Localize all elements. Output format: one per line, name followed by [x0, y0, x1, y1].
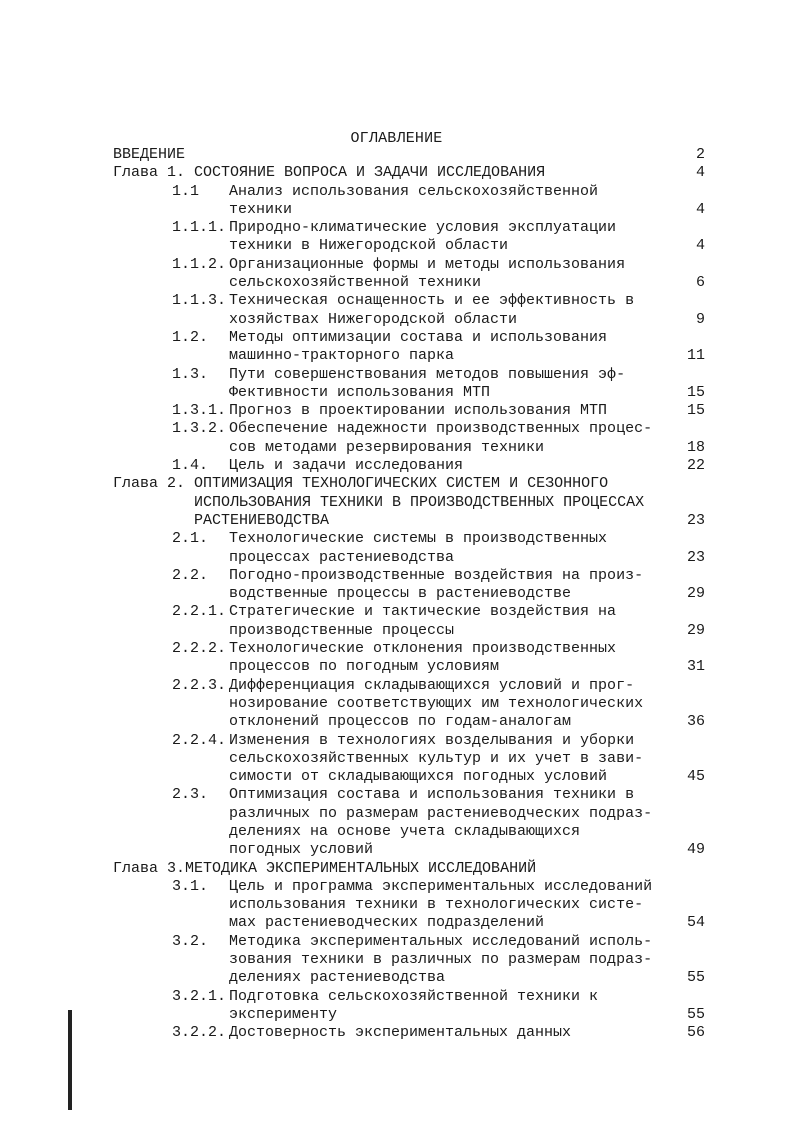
toc-page-number: 18	[686, 438, 705, 456]
toc-entry-row	[0, 402, 793, 420]
toc-section-entry	[0, 732, 793, 787]
toc-entry-text: Технологические системы в производственных	[229, 530, 608, 548]
toc-page-number: 36	[686, 713, 705, 731]
toc-entry-text: симости от складывающихся погодных условий	[229, 768, 608, 786]
toc-entry-row	[0, 567, 793, 585]
toc-entry-row	[0, 256, 793, 274]
toc-entry-row	[0, 786, 793, 804]
toc-entry-text: Погодно-производственные воздействия на произ-	[229, 566, 644, 584]
toc-entry-row	[0, 860, 793, 878]
toc-section-number: 3.1.	[172, 877, 209, 895]
toc-page-number: 56	[686, 1024, 705, 1042]
toc-section-number: 1.1.3.	[172, 292, 227, 310]
toc-page-number: 4	[695, 164, 705, 182]
toc-entry-row	[0, 183, 793, 201]
toc-page-number: 29	[686, 585, 705, 603]
toc-entry-row	[0, 549, 793, 567]
toc-section-number: 1.1	[172, 182, 200, 200]
toc-chapter-entry	[0, 146, 793, 164]
toc-section-entry	[0, 292, 793, 329]
toc-entry-text: Прогноз в проектировании использования МТП	[229, 402, 608, 420]
toc-entry-row	[0, 823, 793, 841]
toc-section-entry	[0, 640, 793, 677]
toc-section-number: 1.1.1.	[172, 219, 227, 237]
toc-entry-row	[0, 988, 793, 1006]
toc-entry-text: Организационные формы и методы использования	[229, 255, 626, 273]
toc-section-number: 1.4.	[172, 457, 209, 475]
toc-section-number: 1.3.	[172, 365, 209, 383]
table-of-contents	[0, 146, 793, 1043]
toc-section-entry	[0, 878, 793, 933]
toc-entry-row	[0, 914, 793, 932]
toc-section-entry	[0, 457, 793, 475]
toc-entry-text: Глава 2. ОПТИМИЗАЦИЯ ТЕХНОЛОГИЧЕСКИХ СИСТЕМ И СЕЗОННОГО	[113, 475, 609, 493]
toc-page-number: 29	[686, 621, 705, 639]
toc-entry-text: нозирование соответствующих им технологических	[229, 694, 644, 712]
toc-section-number: 1.3.2.	[172, 420, 227, 438]
toc-entry-text: делениях на основе учета складывающихся	[229, 822, 581, 840]
toc-entry-text: Цель и программа экспериментальных исследований	[229, 877, 653, 895]
toc-entry-row	[0, 439, 793, 457]
toc-entry-text: производственные процессы	[229, 621, 455, 639]
toc-section-number: 2.2.1.	[172, 603, 227, 621]
toc-entry-text: различных по размерам растениеводческих подраз-	[229, 804, 653, 822]
toc-entry-text: хозяйствах Нижегородской области	[229, 310, 518, 328]
toc-entry-text: процессах растениеводства	[229, 548, 455, 566]
toc-section-number: 2.2.2.	[172, 640, 227, 658]
toc-entry-text: техники в Нижегородской области	[229, 237, 509, 255]
toc-entry-row	[0, 457, 793, 475]
toc-entry-text: Дифференциация складывающихся условий и прог-	[229, 676, 635, 694]
toc-page-number: 15	[686, 402, 705, 420]
toc-entry-row	[0, 677, 793, 695]
toc-section-entry	[0, 420, 793, 457]
toc-section-entry	[0, 677, 793, 732]
toc-section-entry	[0, 933, 793, 988]
toc-entry-row	[0, 475, 793, 493]
toc-entry-row	[0, 329, 793, 347]
toc-entry-row	[0, 933, 793, 951]
toc-entry-text: использования техники в технологических систе-	[229, 896, 644, 914]
toc-entry-row	[0, 896, 793, 914]
toc-entry-row	[0, 1024, 793, 1042]
toc-page-number: 6	[695, 274, 705, 292]
toc-entry-text: Цель и задачи исследования	[229, 457, 464, 475]
toc-entry-row	[0, 146, 793, 164]
toc-entry-text: отклонений процессов по годам-аналогам	[229, 713, 572, 731]
toc-entry-text: делениях растениеводства	[229, 969, 446, 987]
toc-page-number: 55	[686, 1005, 705, 1023]
toc-entry-row	[0, 1006, 793, 1024]
toc-section-entry	[0, 530, 793, 567]
toc-entry-text: мах растениеводческих подразделений	[229, 914, 545, 932]
toc-entry-row	[0, 658, 793, 676]
toc-entry-row	[0, 292, 793, 310]
toc-entry-row	[0, 841, 793, 859]
toc-section-entry	[0, 219, 793, 256]
toc-entry-row	[0, 622, 793, 640]
toc-entry-text: Изменения в технологиях возделывания и уборки	[229, 731, 635, 749]
toc-page-number: 54	[686, 914, 705, 932]
toc-entry-text: сельскохозяйственных культур и их учет в зави-	[229, 749, 644, 767]
toc-page-number: 4	[695, 237, 705, 255]
toc-entry-row	[0, 384, 793, 402]
toc-entry-text: Обеспечение надежности производственных процес-	[229, 420, 653, 438]
toc-entry-row	[0, 420, 793, 438]
toc-page-number: 31	[686, 658, 705, 676]
toc-entry-text: Глава 1. СОСТОЯНИЕ ВОПРОСА И ЗАДАЧИ ИССЛЕДОВАНИЯ	[113, 164, 546, 182]
toc-page-number: 4	[695, 200, 705, 218]
toc-section-number: 2.3.	[172, 786, 209, 804]
toc-entry-row	[0, 768, 793, 786]
toc-page-number: 11	[686, 347, 705, 365]
toc-entry-text: Технологические отклонения производственных	[229, 640, 617, 658]
toc-section-number: 2.2.	[172, 566, 209, 584]
toc-page-number: 2	[695, 146, 705, 163]
toc-entry-row	[0, 366, 793, 384]
toc-page-number: 9	[695, 310, 705, 328]
toc-section-entry	[0, 183, 793, 220]
toc-entry-text: Методы оптимизации состава и использования	[229, 328, 608, 346]
toc-page-number: 23	[686, 511, 705, 529]
toc-section-number: 2.2.4.	[172, 731, 227, 749]
toc-entry-row	[0, 750, 793, 768]
toc-entry-row	[0, 585, 793, 603]
toc-section-entry	[0, 603, 793, 640]
toc-section-number: 3.2.1.	[172, 987, 227, 1005]
toc-entry-row	[0, 732, 793, 750]
toc-entry-text: Подготовка сельскохозяйственной техники к	[229, 987, 599, 1005]
toc-entry-row	[0, 494, 793, 512]
toc-section-number: 2.1.	[172, 530, 209, 548]
toc-entry-text: сельскохозяйственной техники	[229, 274, 482, 292]
toc-entry-row	[0, 969, 793, 987]
toc-entry-row	[0, 878, 793, 896]
toc-entry-row	[0, 695, 793, 713]
toc-entry-text: Глава 3.МЕТОДИКА ЭКСПЕРИМЕНТАЛЬНЫХ ИССЛЕДОВАНИЙ	[113, 859, 537, 877]
toc-entry-text: сов методами резервирования техники	[229, 438, 545, 456]
toc-entry-text: Достоверность экспериментальных данных	[229, 1024, 572, 1042]
toc-chapter-entry	[0, 475, 793, 530]
toc-section-number: 2.2.3.	[172, 676, 227, 694]
toc-page-number: 45	[686, 768, 705, 786]
toc-entry-text: Техническая оснащенность и ее эффективность в	[229, 292, 635, 310]
toc-entry-text: РАСТЕНИЕВОДСТВА	[113, 511, 330, 529]
toc-section-number: 1.3.1.	[172, 402, 227, 420]
toc-entry-text: Стратегические и тактические воздействия на	[229, 603, 617, 621]
toc-entry-row	[0, 219, 793, 237]
toc-entry-row	[0, 201, 793, 219]
toc-entry-text: Анализ использования сельскохозяйственной	[229, 182, 599, 200]
toc-entry-text: водственные процессы в растениеводстве	[229, 585, 572, 603]
toc-entry-row	[0, 512, 793, 530]
toc-section-number: 1.1.2.	[172, 255, 227, 273]
toc-entry-text: Оптимизация состава и использования техники в	[229, 786, 635, 804]
toc-page-number: 15	[686, 383, 705, 401]
toc-chapter-entry	[0, 860, 793, 878]
toc-section-entry	[0, 402, 793, 420]
toc-entry-text: погодных условий	[229, 841, 374, 859]
toc-section-number: 3.2.2.	[172, 1024, 227, 1042]
toc-entry-row	[0, 274, 793, 292]
toc-page-number: 22	[686, 457, 705, 475]
toc-section-entry	[0, 1024, 793, 1042]
toc-entry-row	[0, 347, 793, 365]
toc-entry-row	[0, 237, 793, 255]
toc-entry-text: зования техники в различных по размерам подраз-	[229, 951, 653, 969]
toc-section-entry	[0, 786, 793, 859]
toc-entry-row	[0, 603, 793, 621]
toc-page-number: 55	[686, 969, 705, 987]
toc-entry-row	[0, 311, 793, 329]
toc-section-entry	[0, 256, 793, 293]
toc-entry-text: машинно-тракторного парка	[229, 347, 455, 365]
toc-entry-text: техники	[229, 200, 293, 218]
toc-section-number: 3.2.	[172, 932, 209, 950]
toc-entry-text: Пути совершенствования методов повышения эф-	[229, 365, 626, 383]
toc-entry-text: процессов по погодным условиям	[229, 658, 500, 676]
toc-entry-text: ВВЕДЕНИЕ	[113, 146, 186, 163]
toc-entry-text: Методика экспериментальных исследований исполь-	[229, 932, 653, 950]
toc-entry-text: Фективности использования МТП	[229, 383, 491, 401]
toc-entry-row	[0, 640, 793, 658]
toc-entry-text: эксперименту	[229, 1005, 338, 1023]
toc-section-number: 1.2.	[172, 328, 209, 346]
toc-chapter-entry	[0, 164, 793, 182]
toc-entry-row	[0, 530, 793, 548]
toc-section-entry	[0, 567, 793, 604]
toc-entry-row	[0, 713, 793, 731]
toc-title: ОГЛАВЛЕНИЕ	[350, 130, 443, 147]
toc-section-entry	[0, 988, 793, 1025]
toc-entry-text: Природно-климатические условия эксплуатации	[229, 219, 617, 237]
toc-section-entry	[0, 366, 793, 403]
toc-page-number: 49	[686, 841, 705, 859]
toc-entry-row	[0, 951, 793, 969]
toc-page-number: 23	[686, 548, 705, 566]
toc-entry-text: ИСПОЛЬЗОВАНИЯ ТЕХНИКИ В ПРОИЗВОДСТВЕННЫХ ПРОЦЕССАХ	[113, 493, 645, 511]
toc-section-entry	[0, 329, 793, 366]
toc-entry-row	[0, 164, 793, 182]
toc-entry-row	[0, 805, 793, 823]
